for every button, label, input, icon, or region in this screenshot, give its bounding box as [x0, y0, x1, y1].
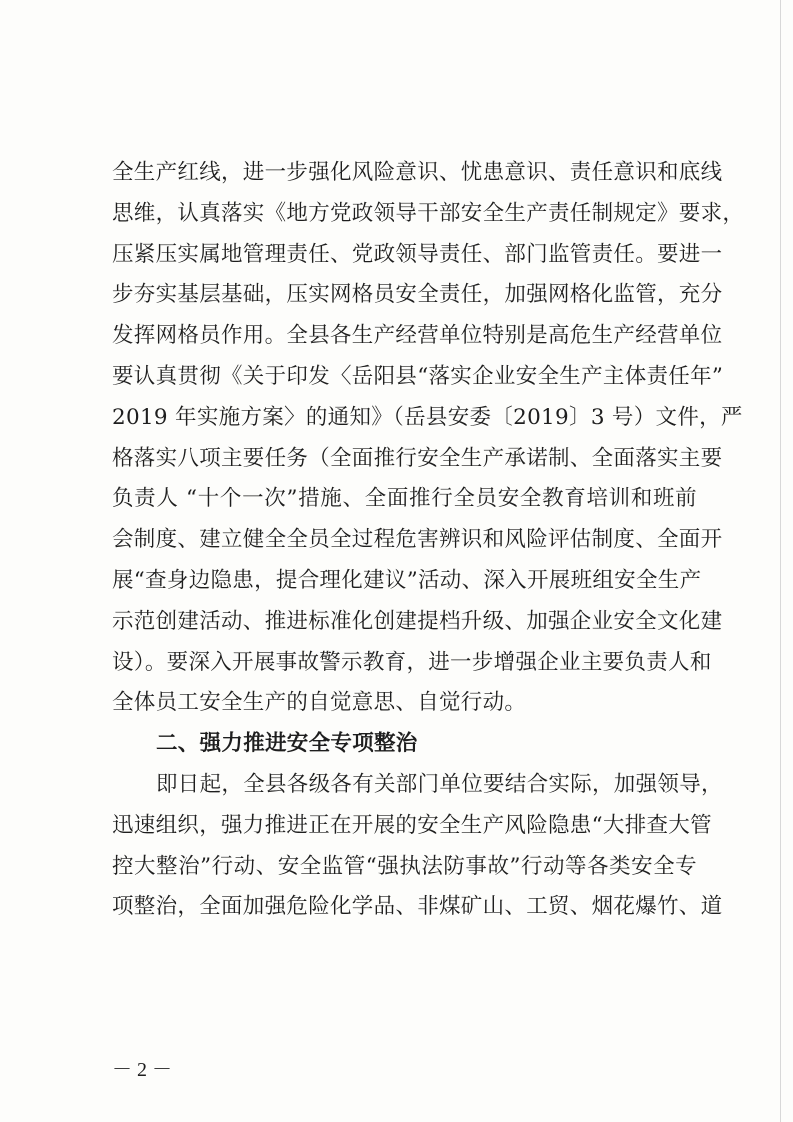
- paragraph-line: 即日起，全县各级各有关部门单位要结合实际，加强领导，: [156, 771, 723, 797]
- paragraph-line: 展“查身边隐患，提合理化建议”活动、深入开展班组安全生产: [112, 567, 702, 593]
- paragraph-line: 要认真贯彻《关于印发〈岳阳县“落实企业安全生产主体责任年”: [112, 363, 724, 389]
- paragraph-line: 控大整治”行动、安全监管“强执法防事故”行动等各类安全专: [112, 853, 697, 879]
- paragraph-line: 思维，认真落实《地方党政领导干部安全生产责任制规定》要求，: [112, 200, 745, 226]
- paragraph-line: 会制度、建立健全全员全过程危害辨识和风险评估制度、全面开: [112, 527, 723, 553]
- paragraph-line: 负责人 “十个一次”措施、全面推行全员安全教育培训和班前: [112, 486, 697, 512]
- paragraph-line: 压紧压实属地管理责任、党政领导责任、部门监管责任。要进一: [112, 241, 723, 267]
- paragraph-line: 项整治，全面加强危险化学品、非煤矿山、工贸、烟花爆竹、道: [112, 894, 723, 920]
- paragraph-line: 2019 年实施方案〉的通知》（岳县安委〔2019〕3 号）文件，严: [112, 404, 743, 430]
- paragraph-line: 迅速组织，强力推进正在开展的安全生产风险隐患“大排查大管: [112, 812, 712, 838]
- paragraph-line: 全体员工安全生产的自觉意思、自觉行动。: [112, 690, 527, 716]
- paragraph-line: 示范创建活动、推进标准化创建提档升级、加强企业安全文化建: [112, 608, 723, 634]
- paragraph-line: 步夯实基层基础，压实网格员安全责任，加强网格化监管，充分: [112, 282, 723, 308]
- paragraph-line: 设）。要深入开展事故警示教育，进一步增强企业主要负责人和: [112, 649, 712, 675]
- paragraph-line: 全生产红线，进一步强化风险意识、忧患意识、责任意识和底线: [112, 160, 723, 185]
- paragraph-line: 发挥网格员作用。全县各生产经营单位特别是高危生产经营单位: [112, 323, 723, 349]
- scan-edge-line: [780, 0, 781, 1122]
- section-heading: 二、强力推进安全专项整治: [156, 731, 418, 757]
- paragraph-line: 格落实八项主要任务（全面推行安全生产承诺制、全面落实主要: [112, 445, 723, 471]
- page-number: － 2 －: [112, 1059, 172, 1081]
- body-text: [112, 153, 745, 928]
